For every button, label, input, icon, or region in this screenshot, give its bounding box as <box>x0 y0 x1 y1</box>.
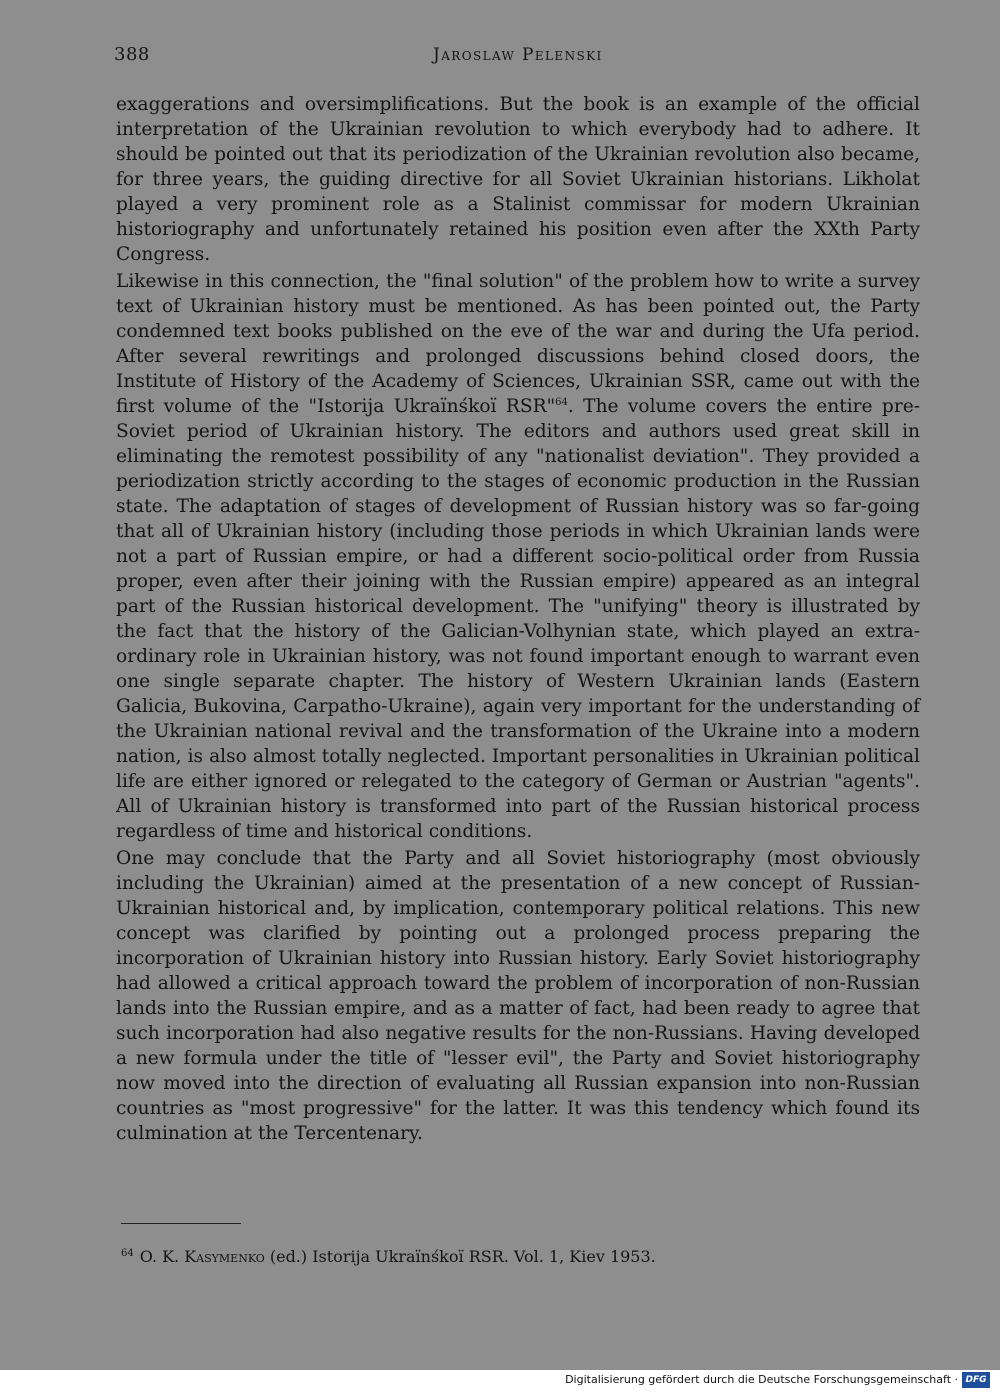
paragraph-3: One may conclude that the Party and all Soviet historiography (most obviously including the Ukrainian) aimed at the presentation of a new concept of Russian-Ukrainian historical and, by implication, contemporary political relations. This new concept was clarified by pointing out a prolonged process preparing the incorporation of Ukrainian history into Russian history. Early Soviet historiography had allowed a critical approach toward the problem of incorporation of non-Russian lands into the Russian empire, and as a matter of fact, had been ready to agree that such incorporation had also negative results for the non-Russians. Having developed a new formula under the title of "lesser evil", the Party and Soviet historiography now moved into the direction of evaluating all Russian expansion into non-Russian countries as "most progressive" for the latter. It was this tendency which found its culmination at the Tercentenary. <box>116 848 920 1144</box>
footnote-author: O. K. Kasymenko <box>139 1247 265 1266</box>
paragraph-2-text-b: . The volume covers the entire pre-Soviet period of Ukrainian history. The editors and authors used great skill in eliminating the remotest possibility of any "nationalist deviation". They provided a periodization strictly according to the stages of economic production in the Russian state. The adaptation of stages of development of Russian history was so far-going that all of Ukrainian history (including those periods in which Ukrainian lands were not a part of Russian empire, or had a different socio-political order from Russia proper, even after their joining with the Russian empire) appeared as an integral part of the Russian historical development. The "unifying" theory is illustrated by the fact that the history of the Galician-Volhynian state, which played an extraordinary role in Ukrainian history, was not found important enough to warrant even one single separate chapter. The history of Western Ukrainian lands (Eastern Galicia, Bukovina, Carpatho-Ukraine), again very important for the understanding of the Ukrainian national revival and the transformation of the Ukraine into a modern nation, is also almost totally neglected. Important personalities in Ukrainian political life are either ignored or relegated to the category of German or Austrian "agents". All of Ukrainian history is transformed into part of the Russian historical process regardless of time and historical conditions. <box>116 396 920 842</box>
paragraph-2-text-a: Likewise in this connection, the "final solution" of the problem how to write a survey text of Ukrainian history must be mentioned. As has been pointed out, the Party condemned text books published on the eve of the war and during the Ufa period. After several rewritings and prolonged discussions behind closed doors, the Institute of History of the Academy of Sciences, Ukrainian SSR, came out with the first volume of the "Istorija Ukraïnśkoï RSR" <box>116 271 920 417</box>
footnote-text: (ed.) Istorija Ukraïnśkoï RSR. Vol. 1, Kiev 1953. <box>264 1247 656 1266</box>
paragraph-2 <box>116 269 920 844</box>
footnote <box>121 1246 911 1268</box>
footnote-number: 64 <box>121 1247 134 1259</box>
funding-footer <box>0 1370 1000 1392</box>
footnote-divider <box>121 1223 241 1224</box>
running-head-author: Jaroslaw Pelenski <box>433 45 603 65</box>
paragraph-1: exaggerations and oversimplifications. But the book is an example of the official interpretation of the Ukrainian revolution to which everybody had to adhere. It should be pointed out that its periodization of the Ukrainian revolution also became, for three years, the guiding directive for all Soviet Ukrainian historians. Likholat played a very prominent role as a Stalinist commissar for modern Ukrainian historiography and unfortunately retained his position even after the XXth Party Congress. <box>116 94 920 265</box>
body-text <box>116 92 920 1148</box>
page-number: 388 <box>114 44 150 65</box>
footnote-reference: 64 <box>555 396 568 408</box>
dfg-logo: DFG <box>962 1372 990 1388</box>
funding-notice-text: Digitalisierung gefördert durch die Deutsche Forschungsgemeinschaft · <box>565 1373 958 1386</box>
